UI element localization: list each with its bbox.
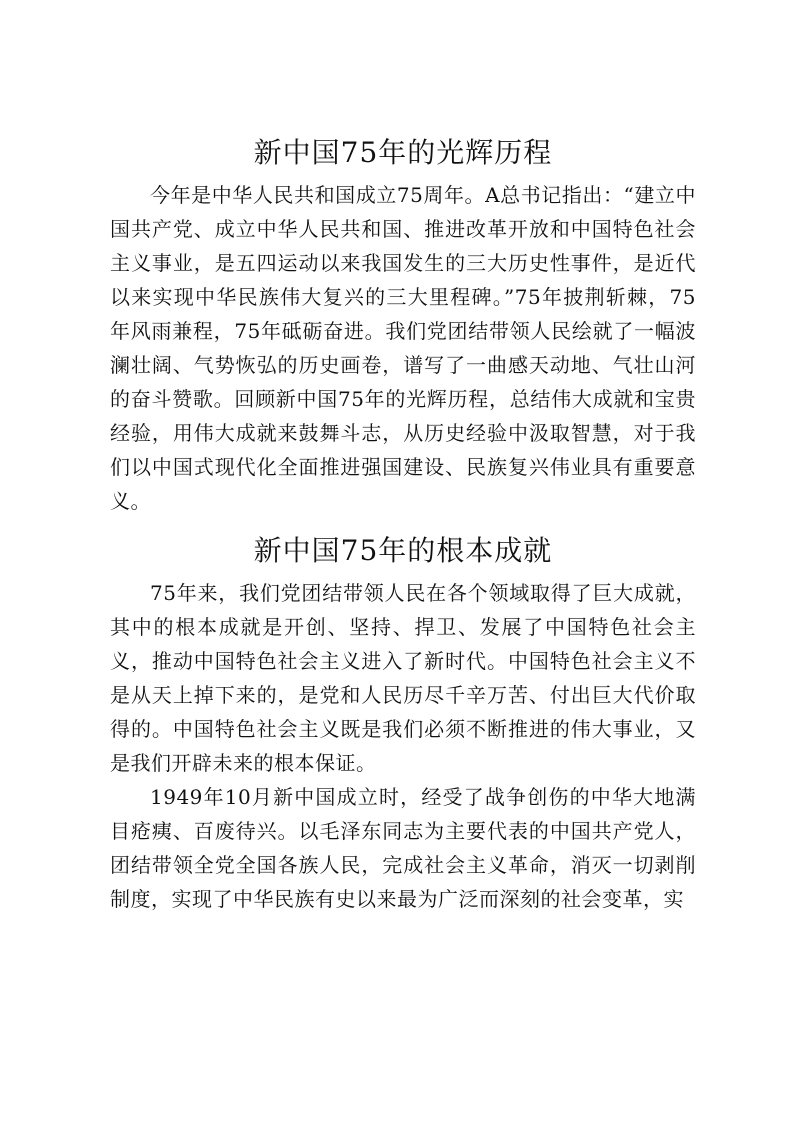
paragraph: 75年来，我们党团结带领人民在各个领域取得了巨大成就，其中的根本成就是开创、坚持、捍卫、发展了中国特色社会主义，推动中国特色社会主义进入了新时代。中国特色社会主义不是从天上掉下来的，是党和人民历尽千辛万苦、付出巨大代价取得的。中国特色社会主义既是我们必须不断推进的伟大事业，又是我们开辟未来的根本保证。 [110,581,696,775]
section-fundamental-achievement [110,526,696,916]
section-glorious-journey [110,128,696,518]
section-title: 新中国75年的根本成就 [253,534,553,567]
document-page [110,128,696,916]
section-title: 新中国75年的光辉历程 [253,136,553,169]
paragraph: 今年是中华人民共和国成立75周年。A总书记指出：“建立中国共产党、成立中华人民共和国、推进改革开放和中国特色社会主义事业，是五四运动以来我国发生的三大历史性事件，是近代以来实现中华民族伟大复兴的三大里程碑。”75年披荆斩棘，75年风雨兼程，75年砥砺奋进。我们党团结带领人民绘就了一幅波澜壮阔、气势恢弘的历史画卷，谱写了一曲感天动地、气壮山河的奋斗赞歌。回顾新中国75年的光辉历程，总结伟大成就和宝贵经验，用伟大成就来鼓舞斗志，从历史经验中汲取智慧，对于我们以中国式现代化全面推进强国建设、民族复兴伟业具有重要意义。 [110,183,696,513]
paragraph: 1949年10月新中国成立时，经受了战争创伤的中华大地满目疮痍、百废待兴。以毛泽东同志为主要代表的中国共产党人，团结带领全党全国各族人民，完成社会主义革命，消灭一切剥削制度，实现了中华民族有史以来最为广泛而深刻的社会变革，实 [110,785,696,911]
